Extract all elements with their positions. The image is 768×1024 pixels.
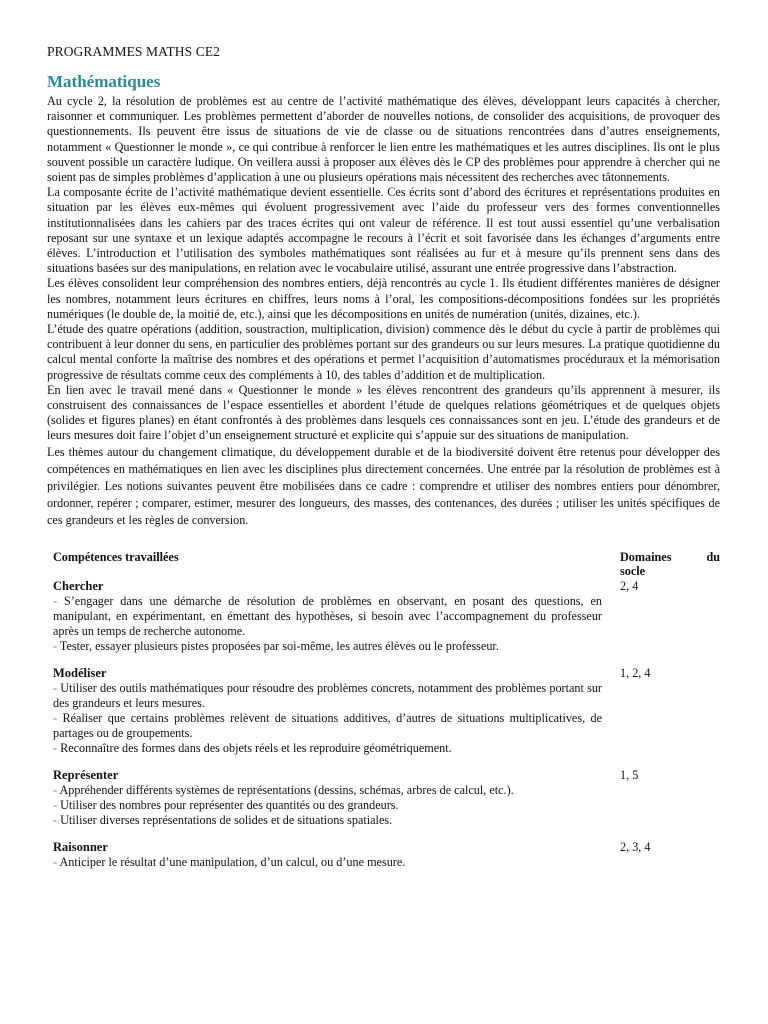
skill-cell	[47, 666, 620, 768]
domains-cell: 1, 2, 4	[620, 665, 651, 680]
table-row	[47, 579, 720, 666]
domains-cell: 2, 4	[620, 578, 639, 593]
skill-item: - Tester, essayer plusieurs pistes proposées par soi-même, les autres élèves ou le professeur.	[53, 638, 499, 653]
skill-title: Représenter	[53, 767, 119, 782]
table-header-row	[47, 550, 720, 579]
table-row	[47, 666, 720, 768]
skill-item: - Anticiper le résultat d’une manipulation, d’un calcul, ou d’une mesure.	[53, 854, 406, 869]
document-header: PROGRAMMES MATHS CE2	[47, 44, 221, 59]
table-row	[47, 840, 720, 882]
paragraph: La composante écrite de l’activité mathématique devient essentielle. Ces écrits sont d’abord des écritures et représentations produites en situation par les élèves eux-mêmes qui évoluent progressivement avec l’aide du professeur vers des formes conventionnelles institutionnalisées dans les cahiers par des traces écrites qui ont valeur de référence. Il est tout aussi essentiel qu’une verbalisation reposant sur une syntaxe et un lexique adaptés accompagne le recours à l’écrit et soit favorisée dans les échanges d’arguments entre élèves. L’introduction et l’utilisation des symboles mathématiques sont réalisées au fur et à mesure qu’ils prennent sens dans des situations basées sur des manipulations, en relation avec le vocabulaire utilisé, assurant une entrée progressive dans l’abstraction.	[47, 185, 720, 276]
skill-cell	[47, 579, 620, 666]
competences-table	[47, 550, 720, 882]
section-title: Mathématiques	[47, 72, 161, 91]
table-row	[47, 768, 720, 840]
domains-cell: 1, 5	[620, 767, 639, 782]
skill-item: - Utiliser des nombres pour représenter des quantités ou des grandeurs.	[53, 797, 399, 812]
skill-item: - Reconnaître des formes dans des objets réels et les reproduire géométriquement.	[53, 740, 452, 755]
skill-item: - Utiliser des outils mathématiques pour résoudre des problèmes concrets, notamment des problèmes portant sur des grandeurs et leurs mesures.	[53, 680, 602, 710]
skill-cell	[47, 768, 620, 840]
domains-header-line: Domaines du	[620, 549, 720, 564]
competences-header: Compétences travaillées	[53, 549, 179, 564]
paragraph: Au cycle 2, la résolution de problèmes est au centre de l’activité mathématique des élèves, développant leurs capacités à chercher, raisonner et communiquer. Les problèmes permettent d’aborder de nouvelles notions, de consolider des acquisitions, de provoquer des questionnements. Ils peuvent être issus de situations de vie de classe ou de situations rencontrées dans d’autres enseignements, notamment « Questionner le monde », ce qui contribue à renforcer le lien entre les mathématiques et les autres disciplines. Ils ont le plus souvent possible un caractère ludique. On veillera aussi à proposer aux élèves dès le CP des problèmes pour apprendre à chercher qui ne soient pas de simples problèmes d’application à une ou plusieurs opérations mais nécessitent des recherches avec tâtonnements.	[47, 94, 720, 185]
skill-item: - Appréhender différents systèmes de représentations (dessins, schémas, arbres de calcul, etc.).	[53, 782, 514, 797]
domains-header	[620, 550, 720, 579]
skill-item: - Utiliser diverses représentations de solides et de situations spatiales.	[53, 812, 393, 827]
paragraph: Les élèves consolident leur compréhension des nombres entiers, déjà rencontrés au cycle 1. Ils étudient différentes manières de désigner les nombres, notamment leurs écritures en chiffres, leurs noms à l’oral, les compositions-décompositions fondées sur les propriétés numériques (le double de, la moitié de, etc.), ainsi que les décompositions en unités de numération (unités, dizaines, etc.).	[47, 276, 720, 321]
domains-cell: 2, 3, 4	[620, 839, 651, 854]
skill-title: Modéliser	[53, 665, 107, 680]
skill-cell	[47, 840, 620, 882]
paragraph: En lien avec le travail mené dans « Questionner le monde » les élèves rencontrent des grandeurs qu’ils apprennent à mesurer, ils construisent des connaissances de l’espace essentielles et abordent l’étude de quelques relations géométriques et de quelques objets (solides et figures planes) en étant confrontés à des problèmes dans lesquels ces connaissances sont en jeu. L’étude des grandeurs et de leurs mesures doit faire l’objet d’un enseignement structuré et explicite qui s’appuie sur des situations de manipulation.	[47, 382, 720, 443]
domains-header-line: socle	[620, 564, 646, 579]
paragraph: Les thèmes autour du changement climatique, du développement durable et de la biodiversité doivent être retenus pour développer des compétences en mathématiques en lien avec les disciplines plus directement concernées. Une entrée par la résolution de problèmes est à privilégier. Les notions suivantes peuvent être mobilisées dans ce cadre : comprendre et utiliser des nombres entiers pour dénombrer, ordonner, repérer ; comparer, estimer, mesurer des longueurs, des masses, des contenances, des durées ; utiliser les unités spécifiques de ces grandeurs et les règles de conversion.	[47, 444, 720, 528]
intro-paragraphs	[47, 94, 720, 530]
skill-title: Chercher	[53, 578, 104, 593]
skill-title: Raisonner	[53, 839, 108, 854]
skill-item: - Réaliser que certains problèmes relèvent de situations additives, d’autres de situations multiplicatives, de partages ou de groupements.	[53, 710, 603, 740]
skill-item: - S’engager dans une démarche de résolution de problèmes en observant, en posant des questions, en manipulant, en expérimentant, en émettant des hypothèses, si besoin avec l’accompagnement du professeur après un temps de recherche autonome.	[53, 593, 602, 638]
paragraph: L’étude des quatre opérations (addition, soustraction, multiplication, division) commence dès le début du cycle à partir de problèmes qui contribuent à leur donner du sens, en particulier des problèmes portant sur des grandeurs ou sur leurs mesures. La pratique quotidienne du calcul mental conforte la maîtrise des nombres et des opérations et permet l’acquisition d’automatismes procéduraux et la mémorisation progressive de résultats comme ceux des compléments à 10, des tables d’addition et de multiplication.	[47, 322, 720, 382]
